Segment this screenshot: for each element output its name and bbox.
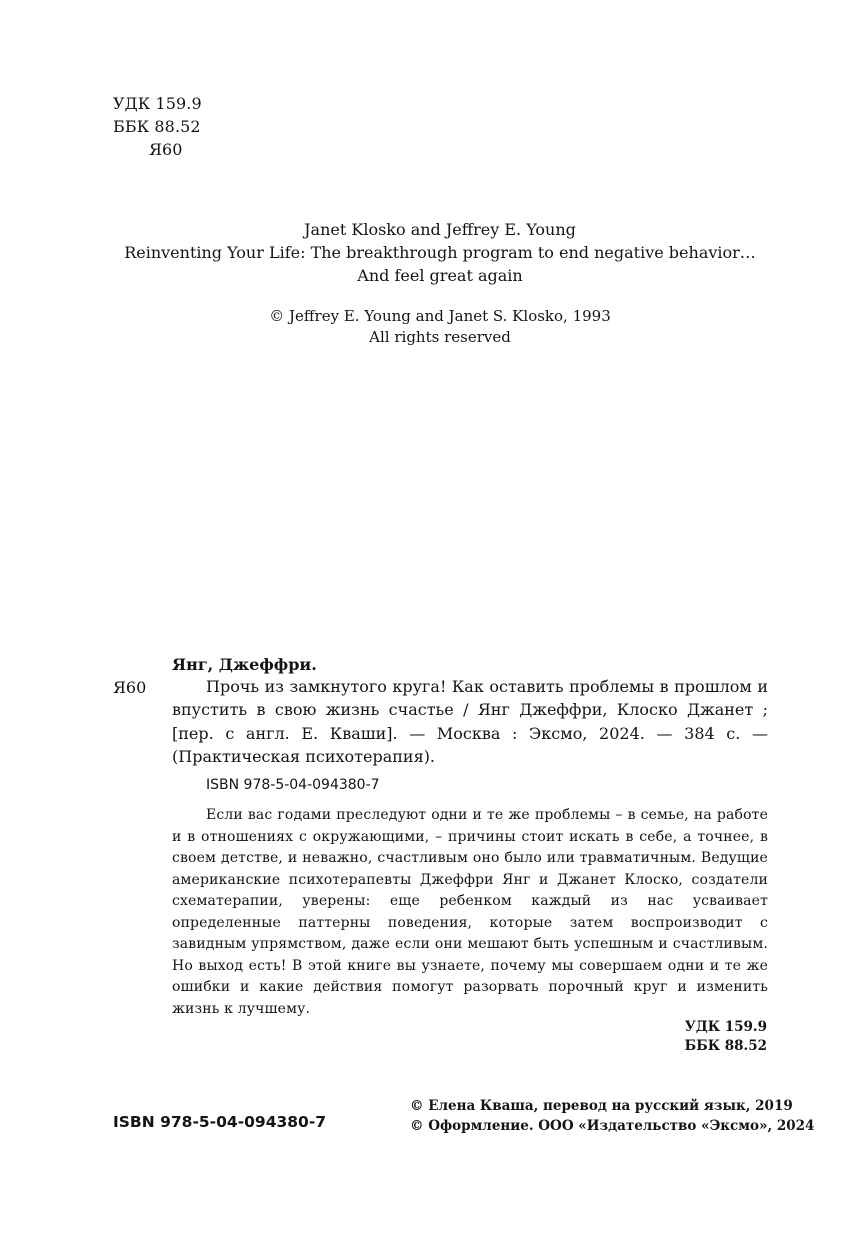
catalog-udk: УДК 159.9 <box>684 1019 767 1035</box>
catalog-description <box>172 675 768 768</box>
catalog-codes-right <box>685 1018 767 1056</box>
original-edition-info <box>0 218 845 287</box>
original-title-line2: And feel great again <box>357 266 523 285</box>
bbk-code: ББК 88.52 <box>113 117 201 136</box>
udk-code: УДК 159.9 <box>113 94 202 113</box>
design-copyright: © Оформление. ООО «Издательство «Эксмо», 2024 <box>410 1118 815 1134</box>
classification-block <box>113 92 202 161</box>
all-rights-reserved: All rights reserved <box>369 328 511 346</box>
catalog-annotation-text: Если вас годами преследуют одни и те же проблемы – в семье, на работе и в отношениях с окружающими, – причины стоит искать в себе, а точнее, в своем детстве, и неважно, счастливым оно было или травматичным. Ведущие американские психотерапевты Джеффри Янг и Джанет Клоско, создатели схематерапии, уверены: еще ребенком каждый из нас усваивает определенные паттерны поведения, которые затем воспроизводит с завидным упрямством, даже если они мешают быть успешным и счастливым. Но выход есть! В этой книге вы узнаете, почему мы совершаем одни и те же ошибки и какие действия помогут разорвать порочный круг и изменить жизнь к лучшему. <box>172 807 768 1017</box>
original-copyright <box>0 306 845 348</box>
catalog-author-heading: Янг, Джеффри. <box>172 655 317 674</box>
catalog-isbn: ISBN 978-5-04-094380-7 <box>206 777 380 793</box>
translation-copyright: © Елена Кваша, перевод на русский язык, 2019 <box>410 1098 793 1114</box>
footer-copyrights <box>410 1096 814 1136</box>
catalog-annotation <box>172 805 768 1020</box>
catalog-bbk: ББК 88.52 <box>684 1038 767 1054</box>
original-title-line1: Reinventing Your Life: The breakthrough program to end negative behavior… <box>124 243 756 262</box>
footer-isbn: ISBN 978-5-04-094380-7 <box>113 1113 327 1131</box>
catalog-description-text: Прочь из замкнутого круга! Как оставить проблемы в прошлом и впустить в свою жизнь счастье / Янг Джеффри, Клоско Джанет ; [пер. с англ. Е. Кваши]. — Москва : Эксмо, 2024. — 384 с. — (Практическая психотерапия). <box>172 677 768 766</box>
original-copyright-line: © Jeffrey E. Young and Janet S. Klosko, 1993 <box>269 307 611 325</box>
catalog-author-mark: Я60 <box>113 678 147 697</box>
original-authors: Janet Klosko and Jeffrey E. Young <box>304 220 576 239</box>
author-mark: Я60 <box>149 140 183 159</box>
